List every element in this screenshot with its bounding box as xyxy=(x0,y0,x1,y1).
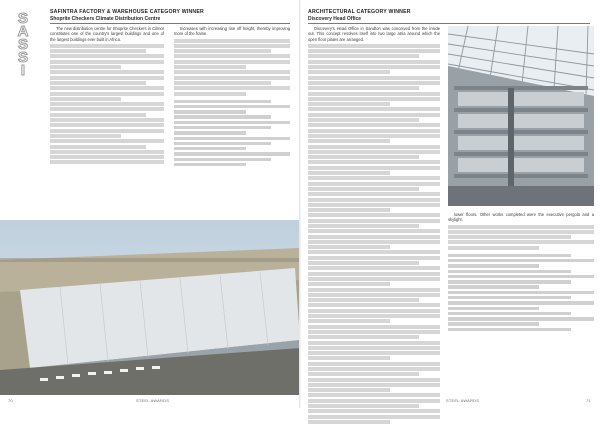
logo-letter: S xyxy=(17,49,28,66)
page-number: 71 xyxy=(586,398,591,403)
sassi-logo xyxy=(8,10,38,79)
body-paragraph: Discovery's Head Office in Sandton was conceived from the inside out. This concept resolves itself into two large atria around which the open floor plates are arranged. xyxy=(308,26,440,42)
body-paragraph: The new distribution centre for Shoprite Checkers in Cilmor constitutes one of the country's largest buildings and one of the largest buildings ever built in Africa. xyxy=(50,26,164,42)
body-column-1 xyxy=(308,26,440,425)
article-title: Shoprite Checkers Climate Distribution Centre xyxy=(50,16,161,22)
project-credits xyxy=(174,100,290,167)
right-page xyxy=(300,0,600,408)
logo-letter: S xyxy=(17,36,28,53)
heading-rule xyxy=(308,23,590,24)
project-credits xyxy=(448,254,594,331)
footer-label: STEEL AWARDS xyxy=(136,398,170,403)
logo-letter: I xyxy=(20,62,26,79)
left-page xyxy=(0,0,300,408)
page-number: 70 xyxy=(8,398,13,403)
aerial-warehouse-photo xyxy=(0,220,300,395)
body-column-1 xyxy=(50,26,164,166)
article-title: Discovery Head Office xyxy=(308,16,362,22)
logo-letter: S xyxy=(17,10,28,27)
heading-rule xyxy=(50,23,290,24)
category-heading: SAFINTRA FACTORY & WAREHOUSE CATEGORY WINNER xyxy=(50,9,204,15)
body-column-2 xyxy=(174,26,290,168)
footer-label: STEEL AWARDS xyxy=(446,398,480,403)
category-heading: ARCHITECTURAL CATEGORY WINNER xyxy=(308,9,411,15)
body-paragraph: lower floors. Other works completed were the executive pergola and a skylight. xyxy=(448,212,594,223)
logo-letter: A xyxy=(17,23,29,40)
body-column-2 xyxy=(448,212,594,333)
body-paragraph: Increases with increasing rise off height, thereby improving more of the frame. xyxy=(174,26,290,37)
atrium-interior-photo xyxy=(448,26,594,206)
